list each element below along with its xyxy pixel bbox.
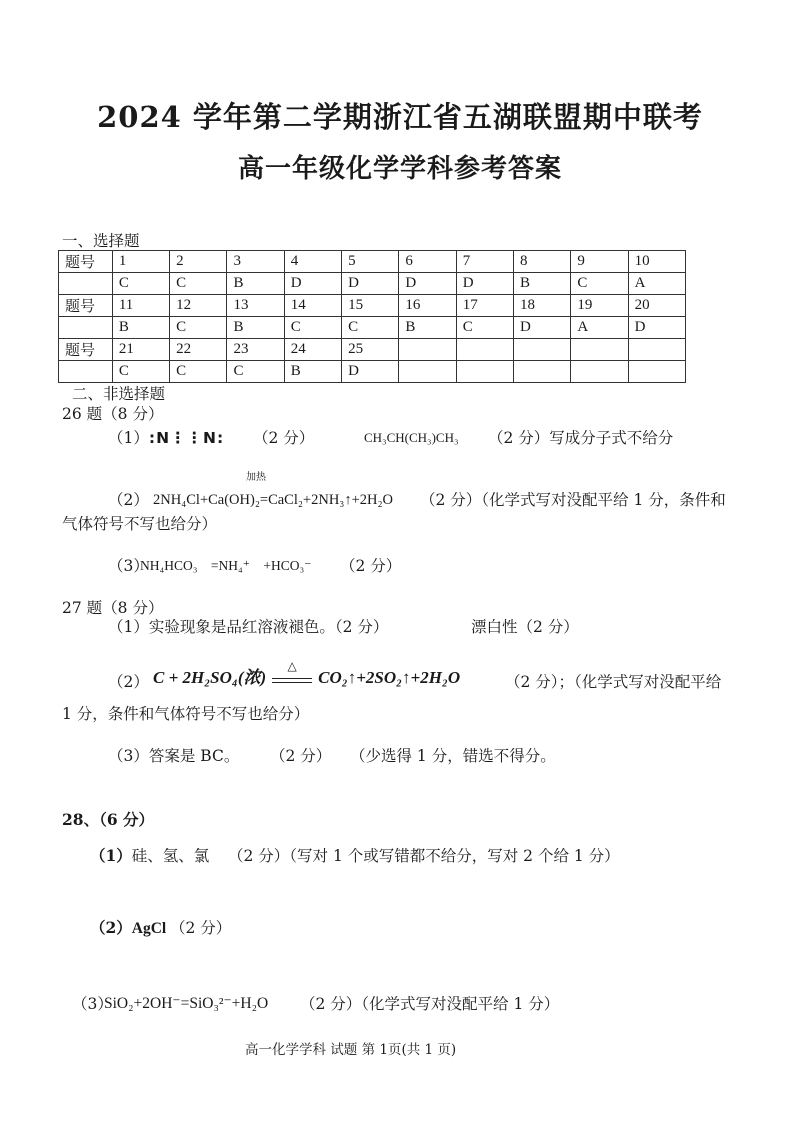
q27-part2-note-b: 1 分，条件和气体符号不写也给分） bbox=[62, 705, 310, 723]
q28-part1-note: （2 分）（写对 1 个或写错都不给分，写对 2 个给 1 分） bbox=[228, 847, 620, 865]
table-cell: C bbox=[170, 361, 227, 383]
table-cell: D bbox=[514, 317, 571, 339]
q26-part3-equation: NH₄HCO₃ =NH₄⁺ +HCO₃⁻ bbox=[140, 558, 312, 573]
q28-part3-note: （2 分）（化学式写对没配平给 1 分） bbox=[300, 995, 560, 1013]
table-cell: C bbox=[170, 273, 227, 295]
table-row-header bbox=[59, 361, 113, 383]
table-cell: D bbox=[399, 273, 456, 295]
q26-part3-num: （3） bbox=[108, 557, 149, 575]
q28-part2-score: （2 分） bbox=[170, 919, 232, 937]
q28-part1-num: （1） bbox=[90, 846, 132, 865]
table-cell: 6 bbox=[399, 251, 456, 273]
table-cell: 15 bbox=[342, 295, 399, 317]
table-cell: C bbox=[571, 273, 628, 295]
table-cell: 21 bbox=[112, 339, 169, 361]
q26-part2-note-a: （2 分）（化学式写对没配平给 1 分，条件和 bbox=[420, 491, 726, 509]
table-cell: 20 bbox=[628, 295, 685, 317]
table-cell: B bbox=[399, 317, 456, 339]
table-cell: 2 bbox=[170, 251, 227, 273]
table-cell: 3 bbox=[227, 251, 284, 273]
q26-part3-score: （2 分） bbox=[340, 557, 402, 575]
q28-heading: 28、（6 分） bbox=[62, 810, 155, 829]
table-row-header bbox=[59, 317, 113, 339]
table-cell: 9 bbox=[571, 251, 628, 273]
table-row-header: 题号 bbox=[59, 295, 113, 317]
table-cell: 16 bbox=[399, 295, 456, 317]
q26-part2-equation: 2NH₄Cl+Ca(OH)₂=CaCl₂+2NH₃↑+2H₂O bbox=[153, 492, 394, 508]
page-subtitle: 高一年级化学学科参考答案 bbox=[237, 154, 562, 184]
table-row bbox=[59, 361, 686, 383]
q26-part1-num: （1） bbox=[108, 429, 149, 447]
table-cell bbox=[514, 361, 571, 383]
table-cell bbox=[628, 361, 685, 383]
table-cell: 19 bbox=[571, 295, 628, 317]
table-cell: D bbox=[342, 361, 399, 383]
q27-part2-num: （2） bbox=[108, 673, 149, 691]
q26-part2-note-b: 气体符号不写也给分） bbox=[62, 515, 218, 533]
table-row bbox=[59, 317, 686, 339]
table-cell bbox=[571, 339, 628, 361]
q27-eq-condition: △ bbox=[287, 659, 297, 673]
table-cell bbox=[514, 339, 571, 361]
q27-part3: （3）答案是 BC。 bbox=[108, 747, 240, 765]
table-cell: B bbox=[284, 361, 341, 383]
table-cell: 12 bbox=[170, 295, 227, 317]
table-cell: A bbox=[571, 317, 628, 339]
q26-part1-formula: CH₃CH(CH₃)CH₃ bbox=[364, 430, 459, 445]
q27-part2-equation bbox=[153, 659, 461, 689]
table-cell bbox=[571, 361, 628, 383]
table-cell: A bbox=[628, 273, 685, 295]
table-cell: 10 bbox=[628, 251, 685, 273]
table-cell: D bbox=[628, 317, 685, 339]
table-cell bbox=[456, 339, 513, 361]
table-cell: B bbox=[514, 273, 571, 295]
table-cell: D bbox=[342, 273, 399, 295]
table-cell: 22 bbox=[170, 339, 227, 361]
table-cell: 14 bbox=[284, 295, 341, 317]
table-cell: 25 bbox=[342, 339, 399, 361]
answer-table bbox=[58, 250, 686, 383]
q27-eq-arrow bbox=[272, 659, 312, 683]
q27-eq-double-bar bbox=[272, 678, 312, 683]
q26-part1-note: （2 分）写成分子式不给分 bbox=[488, 429, 674, 447]
table-cell: 18 bbox=[514, 295, 571, 317]
table-cell: 7 bbox=[456, 251, 513, 273]
table-cell: C bbox=[342, 317, 399, 339]
q28-part3-num: （3） bbox=[72, 995, 113, 1013]
table-cell: 1 bbox=[112, 251, 169, 273]
q27-part1-b: 漂白性（2 分） bbox=[471, 618, 579, 636]
table-cell: 8 bbox=[514, 251, 571, 273]
table-cell: 23 bbox=[227, 339, 284, 361]
table-cell: D bbox=[284, 273, 341, 295]
q26-heading: 26 题（8 分） bbox=[62, 405, 164, 423]
q26-part1-score: （2 分） bbox=[253, 429, 315, 447]
q27-part3-note: （少选得 1 分，错选不得分。 bbox=[350, 747, 556, 765]
page-title: 2024 学年第二学期浙江省五湖联盟期中联考 bbox=[97, 100, 703, 134]
table-cell: C bbox=[227, 361, 284, 383]
q27-part1: （1）实验现象是品红溶液褪色。（2 分） bbox=[108, 618, 389, 636]
table-cell: B bbox=[227, 273, 284, 295]
q28-part1-answer: 硅、氢、氯 bbox=[131, 847, 210, 865]
section-choice-label: 一、选择题 bbox=[62, 232, 140, 250]
q28-part2 bbox=[90, 918, 166, 939]
table-cell: 11 bbox=[112, 295, 169, 317]
table-cell: D bbox=[456, 273, 513, 295]
table-cell: C bbox=[170, 317, 227, 339]
table-cell: C bbox=[284, 317, 341, 339]
table-cell: C bbox=[112, 361, 169, 383]
q26-n2-structure: :N⋮⋮N: bbox=[148, 429, 225, 447]
table-cell bbox=[399, 339, 456, 361]
q27-heading: 27 题（8 分） bbox=[62, 599, 164, 617]
table-cell: 13 bbox=[227, 295, 284, 317]
table-cell: 5 bbox=[342, 251, 399, 273]
q28-part3-equation: SiO₂+2OH⁻=SiO₃²⁻+H₂O bbox=[104, 995, 269, 1012]
table-cell: B bbox=[112, 317, 169, 339]
table-row-header: 题号 bbox=[59, 339, 113, 361]
q27-eq-right: CO₂↑+2SO₂↑+2H₂O bbox=[318, 668, 461, 687]
table-cell: B bbox=[227, 317, 284, 339]
table-cell bbox=[456, 361, 513, 383]
q28-part2-answer: AgCl bbox=[131, 920, 167, 937]
table-cell: C bbox=[112, 273, 169, 295]
table-row-header: 题号 bbox=[59, 251, 113, 273]
table-row-header bbox=[59, 273, 113, 295]
section-nonchoice-label: 二、非选择题 bbox=[72, 385, 166, 403]
q28-part1 bbox=[90, 846, 209, 866]
table-cell bbox=[399, 361, 456, 383]
q27-part2-note-a: （2 分）；（化学式写对没配平给 bbox=[505, 673, 722, 691]
table-cell: C bbox=[456, 317, 513, 339]
table-cell bbox=[628, 339, 685, 361]
q26-part1 bbox=[108, 428, 224, 448]
q26-heating-condition: 加热 bbox=[246, 472, 266, 483]
table-row bbox=[59, 273, 686, 295]
table-cell: 4 bbox=[284, 251, 341, 273]
table-row bbox=[59, 339, 686, 361]
page-footer: 高一化学学科 试题 第 1页(共 1 页) bbox=[245, 1042, 457, 1058]
table-row bbox=[59, 251, 686, 273]
table-cell: 24 bbox=[284, 339, 341, 361]
q28-part2-num: （2） bbox=[90, 918, 132, 937]
q27-eq-left: C + 2H₂SO₄(浓) bbox=[153, 668, 267, 687]
q27-part3-score: （2 分） bbox=[270, 747, 332, 765]
q26-part2-num: （2） bbox=[108, 491, 149, 509]
table-row bbox=[59, 295, 686, 317]
table-cell: 17 bbox=[456, 295, 513, 317]
